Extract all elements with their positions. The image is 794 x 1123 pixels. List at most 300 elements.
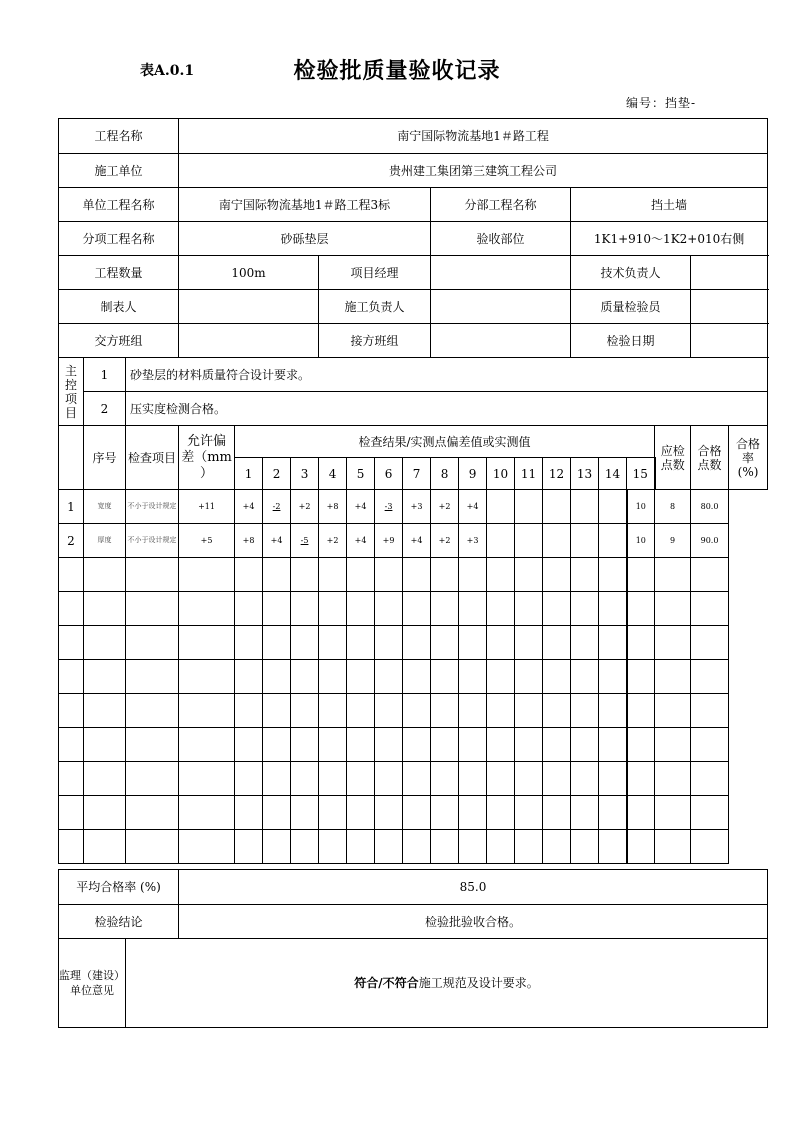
measured-value bbox=[263, 660, 291, 694]
main-item-text: 压实度检测合格。 bbox=[126, 392, 768, 426]
measured-value: +8 bbox=[235, 524, 263, 558]
measured-value bbox=[487, 592, 515, 626]
measured-value bbox=[403, 830, 431, 864]
measured-value: +4 bbox=[403, 524, 431, 558]
measured-value bbox=[515, 830, 543, 864]
measured-value bbox=[571, 728, 599, 762]
measured-value bbox=[599, 728, 627, 762]
measured-value bbox=[431, 660, 459, 694]
measured-value bbox=[571, 796, 599, 830]
avg-rate-value: 85.0 bbox=[179, 870, 768, 905]
row-tolerance bbox=[126, 830, 179, 864]
col-header: 6 bbox=[375, 458, 403, 490]
measured-value bbox=[571, 558, 599, 592]
table-row bbox=[59, 796, 768, 830]
measured-value bbox=[179, 592, 235, 626]
row-item bbox=[84, 762, 126, 796]
col-header: 15 bbox=[627, 458, 655, 490]
measured-value bbox=[571, 626, 599, 660]
pass-rate: 90.0 bbox=[691, 524, 729, 558]
pass-rate bbox=[691, 830, 729, 864]
pass-count bbox=[655, 660, 691, 694]
measured-value bbox=[515, 626, 543, 660]
measured-value bbox=[571, 490, 599, 524]
measured-value bbox=[487, 694, 515, 728]
measured-value bbox=[403, 694, 431, 728]
general-items-label bbox=[59, 426, 84, 490]
should-check-count bbox=[627, 660, 655, 694]
table-row bbox=[59, 694, 768, 728]
measured-value bbox=[515, 592, 543, 626]
row-no bbox=[59, 796, 84, 830]
row-tolerance bbox=[126, 592, 179, 626]
should-check-count bbox=[627, 796, 655, 830]
measured-value bbox=[543, 558, 571, 592]
measured-value bbox=[179, 762, 235, 796]
pass-rate bbox=[691, 762, 729, 796]
takeover bbox=[431, 324, 571, 358]
should-check-count: 10 bbox=[627, 490, 655, 524]
tech-lead bbox=[691, 256, 768, 290]
division-label: 分部工程名称 bbox=[431, 188, 571, 222]
conclusion-label: 检验结论 bbox=[59, 905, 179, 939]
measured-value: +4 bbox=[459, 490, 487, 524]
pass-count bbox=[655, 558, 691, 592]
measured-value bbox=[403, 796, 431, 830]
row-no bbox=[59, 592, 84, 626]
measured-value bbox=[599, 524, 627, 558]
measured-value bbox=[263, 796, 291, 830]
table-row bbox=[59, 490, 768, 524]
header-pass-count: 合格 点数 bbox=[691, 426, 729, 490]
pass-count bbox=[655, 728, 691, 762]
col-header: 8 bbox=[431, 458, 459, 490]
measured-value bbox=[571, 694, 599, 728]
measured-value bbox=[459, 660, 487, 694]
measured-value bbox=[375, 728, 403, 762]
col-header: 11 bbox=[515, 458, 543, 490]
row-no bbox=[59, 660, 84, 694]
measured-value bbox=[319, 660, 347, 694]
date-label: 检验日期 bbox=[571, 324, 691, 358]
measured-value bbox=[263, 728, 291, 762]
measured-value: +2 bbox=[431, 490, 459, 524]
measured-value bbox=[347, 592, 375, 626]
header-should-check: 应检 点数 bbox=[655, 426, 691, 490]
row-item: 厚度 bbox=[84, 524, 126, 558]
measured-value: +2 bbox=[431, 524, 459, 558]
measured-value bbox=[263, 592, 291, 626]
header-item: 检查项目 bbox=[126, 426, 179, 490]
row-tolerance bbox=[126, 694, 179, 728]
pass-rate bbox=[691, 694, 729, 728]
measured-value: +3 bbox=[403, 490, 431, 524]
col-header: 1 bbox=[235, 458, 263, 490]
measured-value bbox=[375, 660, 403, 694]
measured-value bbox=[291, 694, 319, 728]
measured-value bbox=[459, 694, 487, 728]
measured-value: +2 bbox=[291, 490, 319, 524]
row-item bbox=[84, 728, 126, 762]
pass-count: 8 bbox=[655, 490, 691, 524]
measured-value bbox=[403, 660, 431, 694]
measured-value bbox=[319, 694, 347, 728]
pass-rate bbox=[691, 626, 729, 660]
project-name: 南宁国际物流基地1＃路工程 bbox=[179, 119, 768, 154]
pass-rate bbox=[691, 728, 729, 762]
site-lead-label: 施工负责人 bbox=[319, 290, 431, 324]
row-item bbox=[84, 830, 126, 864]
row-no bbox=[59, 830, 84, 864]
row-tolerance bbox=[126, 660, 179, 694]
measured-value bbox=[515, 728, 543, 762]
measured-value bbox=[403, 626, 431, 660]
measured-value bbox=[319, 762, 347, 796]
measured-value: +8 bbox=[319, 490, 347, 524]
preparer-label: 制表人 bbox=[59, 290, 179, 324]
row-tolerance bbox=[126, 558, 179, 592]
measured-value bbox=[431, 728, 459, 762]
header-no: 序号 bbox=[84, 426, 126, 490]
measured-value bbox=[375, 694, 403, 728]
measured-value bbox=[515, 490, 543, 524]
opinion-text: 施工规范及设计要求。 bbox=[418, 976, 539, 990]
table-row bbox=[59, 762, 768, 796]
pass-count bbox=[655, 796, 691, 830]
measured-value bbox=[319, 830, 347, 864]
measured-value bbox=[375, 796, 403, 830]
measured-value: +4 bbox=[235, 490, 263, 524]
location: 1K1+910～1K2+010右侧 bbox=[571, 222, 768, 256]
row-no: 1 bbox=[59, 490, 84, 524]
pass-rate: 80.0 bbox=[691, 490, 729, 524]
supervisor-label: 监理（建设）单位意见 bbox=[59, 939, 126, 1028]
row-tolerance bbox=[126, 728, 179, 762]
should-check-count bbox=[627, 626, 655, 660]
measured-value bbox=[235, 796, 263, 830]
measured-value bbox=[515, 762, 543, 796]
measured-value bbox=[543, 796, 571, 830]
measured-value bbox=[235, 728, 263, 762]
row-item bbox=[84, 796, 126, 830]
tech-lead-label: 技术负责人 bbox=[571, 256, 691, 290]
measured-value bbox=[431, 762, 459, 796]
measured-value bbox=[487, 830, 515, 864]
division: 挡土墙 bbox=[571, 188, 768, 222]
pass-count bbox=[655, 592, 691, 626]
measured-value bbox=[319, 796, 347, 830]
should-check-count bbox=[627, 762, 655, 796]
col-header: 13 bbox=[571, 458, 599, 490]
measured-value bbox=[599, 694, 627, 728]
measured-value: +5 bbox=[179, 524, 235, 558]
measured-value bbox=[375, 830, 403, 864]
measured-value bbox=[263, 558, 291, 592]
row-no bbox=[59, 728, 84, 762]
measured-value bbox=[235, 626, 263, 660]
measured-value bbox=[431, 694, 459, 728]
page-title: 检验批质量验收记录 bbox=[293, 58, 501, 84]
measured-value bbox=[179, 796, 235, 830]
col-header: 10 bbox=[487, 458, 515, 490]
should-check-count: 10 bbox=[627, 524, 655, 558]
measured-value bbox=[543, 694, 571, 728]
measured-value bbox=[347, 762, 375, 796]
header-results: 检查结果/实测点偏差值或实测值 bbox=[235, 426, 655, 458]
row-no bbox=[59, 558, 84, 592]
measured-value: +3 bbox=[459, 524, 487, 558]
row-no: 2 bbox=[59, 524, 84, 558]
measured-value bbox=[319, 558, 347, 592]
col-header: 2 bbox=[263, 458, 291, 490]
row-item: 宽度 bbox=[84, 490, 126, 524]
table-row bbox=[59, 524, 768, 558]
pass-rate bbox=[691, 558, 729, 592]
avg-rate-label: 平均合格率 (%) bbox=[59, 870, 179, 905]
measured-value bbox=[571, 830, 599, 864]
row-item bbox=[84, 660, 126, 694]
measured-value bbox=[291, 762, 319, 796]
measured-value bbox=[571, 762, 599, 796]
measured-value bbox=[291, 830, 319, 864]
table-row bbox=[59, 558, 768, 592]
measured-value bbox=[543, 524, 571, 558]
quantity: 100m bbox=[179, 256, 319, 290]
should-check-count bbox=[627, 694, 655, 728]
measured-value bbox=[179, 830, 235, 864]
site-lead bbox=[431, 290, 571, 324]
measured-value bbox=[263, 626, 291, 660]
measured-value bbox=[487, 728, 515, 762]
subitem: 砂砾垫层 bbox=[179, 222, 431, 256]
measured-value bbox=[347, 728, 375, 762]
measured-value bbox=[459, 762, 487, 796]
measured-value bbox=[487, 796, 515, 830]
quantity-label: 工程数量 bbox=[59, 256, 179, 290]
measured-value bbox=[291, 660, 319, 694]
measured-value bbox=[375, 558, 403, 592]
row-tolerance bbox=[126, 796, 179, 830]
measured-value bbox=[403, 762, 431, 796]
measured-value bbox=[263, 694, 291, 728]
measured-value bbox=[487, 660, 515, 694]
project-name-label: 工程名称 bbox=[59, 119, 179, 154]
measured-value bbox=[235, 762, 263, 796]
measured-value bbox=[179, 660, 235, 694]
measured-value bbox=[347, 796, 375, 830]
unit-project-label: 单位工程名称 bbox=[59, 188, 179, 222]
measured-value bbox=[179, 558, 235, 592]
measured-value bbox=[319, 728, 347, 762]
main-item-no: 1 bbox=[84, 358, 126, 392]
table-row bbox=[59, 830, 768, 864]
measured-value bbox=[235, 694, 263, 728]
takeover-label: 接方班组 bbox=[319, 324, 431, 358]
col-header: 12 bbox=[543, 458, 571, 490]
table-row bbox=[59, 592, 768, 626]
measured-value bbox=[543, 762, 571, 796]
measured-value bbox=[403, 558, 431, 592]
pm-label: 项目经理 bbox=[319, 256, 431, 290]
measured-value bbox=[571, 524, 599, 558]
measured-value bbox=[599, 660, 627, 694]
summary-table bbox=[58, 869, 768, 1028]
pm bbox=[431, 256, 571, 290]
measured-value bbox=[235, 660, 263, 694]
measured-value bbox=[291, 558, 319, 592]
measured-value bbox=[375, 762, 403, 796]
measured-value bbox=[571, 592, 599, 626]
table-row bbox=[59, 660, 768, 694]
measured-value bbox=[515, 660, 543, 694]
measured-value bbox=[459, 626, 487, 660]
measured-value bbox=[179, 694, 235, 728]
row-item bbox=[84, 694, 126, 728]
measured-value bbox=[459, 728, 487, 762]
measured-value bbox=[291, 626, 319, 660]
row-item bbox=[84, 558, 126, 592]
measured-value bbox=[319, 626, 347, 660]
measured-value bbox=[375, 626, 403, 660]
should-check-count bbox=[627, 592, 655, 626]
measured-value bbox=[431, 626, 459, 660]
measured-value bbox=[543, 660, 571, 694]
header-tolerance: 允许偏 差（mm ） bbox=[179, 426, 235, 490]
measured-value: +4 bbox=[263, 524, 291, 558]
col-header: 4 bbox=[319, 458, 347, 490]
measured-value bbox=[487, 524, 515, 558]
measured-value bbox=[459, 592, 487, 626]
measured-value bbox=[459, 796, 487, 830]
measured-value bbox=[543, 490, 571, 524]
measured-value bbox=[235, 592, 263, 626]
pass-count bbox=[655, 626, 691, 660]
measured-value bbox=[515, 796, 543, 830]
measured-value bbox=[291, 728, 319, 762]
row-tolerance: 不小于设计规定 bbox=[126, 490, 179, 524]
pass-count bbox=[655, 694, 691, 728]
row-tolerance: 不小于设计规定 bbox=[126, 524, 179, 558]
measured-value: +2 bbox=[319, 524, 347, 558]
measured-value bbox=[179, 728, 235, 762]
pass-rate bbox=[691, 660, 729, 694]
measured-value bbox=[431, 830, 459, 864]
measured-value: -2 bbox=[263, 490, 291, 524]
should-check-count bbox=[627, 728, 655, 762]
measured-value bbox=[375, 592, 403, 626]
measured-value bbox=[515, 524, 543, 558]
header-pass-rate: 合格 率 (%) bbox=[729, 426, 768, 490]
pass-count: 9 bbox=[655, 524, 691, 558]
measured-value bbox=[235, 830, 263, 864]
measured-value bbox=[263, 762, 291, 796]
measured-value bbox=[319, 592, 347, 626]
measured-value bbox=[291, 592, 319, 626]
should-check-count bbox=[627, 830, 655, 864]
measured-value bbox=[599, 558, 627, 592]
should-check-count bbox=[627, 558, 655, 592]
measured-value bbox=[515, 694, 543, 728]
measured-value bbox=[431, 592, 459, 626]
measured-value bbox=[487, 558, 515, 592]
date bbox=[691, 324, 768, 358]
measured-value bbox=[179, 626, 235, 660]
row-item bbox=[84, 592, 126, 626]
measured-value bbox=[543, 592, 571, 626]
col-header: 3 bbox=[291, 458, 319, 490]
measured-value bbox=[571, 660, 599, 694]
main-item-no: 2 bbox=[84, 392, 126, 426]
measured-value bbox=[263, 830, 291, 864]
measured-value bbox=[487, 762, 515, 796]
measured-value bbox=[487, 626, 515, 660]
unit-project: 南宁国际物流基地1＃路工程3标 bbox=[179, 188, 431, 222]
pass-rate bbox=[691, 796, 729, 830]
measured-value bbox=[347, 626, 375, 660]
row-tolerance bbox=[126, 626, 179, 660]
handover-label: 交方班组 bbox=[59, 324, 179, 358]
col-header: 7 bbox=[403, 458, 431, 490]
measured-value bbox=[515, 558, 543, 592]
measured-value bbox=[599, 626, 627, 660]
contractor-label: 施工单位 bbox=[59, 154, 179, 188]
measured-value bbox=[543, 830, 571, 864]
row-tolerance bbox=[126, 762, 179, 796]
conclusion: 检验批验收合格。 bbox=[179, 905, 768, 939]
measured-value bbox=[459, 830, 487, 864]
main-item-text: 砂垫层的材料质量符合设计要求。 bbox=[126, 358, 768, 392]
contractor: 贵州建工集团第三建筑工程公司 bbox=[179, 154, 768, 188]
measured-value bbox=[543, 626, 571, 660]
pass-count bbox=[655, 830, 691, 864]
measured-value bbox=[347, 694, 375, 728]
row-no bbox=[59, 626, 84, 660]
measured-value bbox=[235, 558, 263, 592]
measured-value bbox=[431, 796, 459, 830]
measured-value bbox=[291, 796, 319, 830]
measured-value bbox=[347, 660, 375, 694]
measured-value bbox=[403, 728, 431, 762]
measured-value bbox=[599, 592, 627, 626]
measured-value bbox=[599, 762, 627, 796]
measured-value bbox=[599, 490, 627, 524]
measured-value bbox=[487, 490, 515, 524]
row-no bbox=[59, 694, 84, 728]
opinion-choice: 符合/不符合 bbox=[354, 976, 419, 990]
measured-value bbox=[543, 728, 571, 762]
pass-rate bbox=[691, 592, 729, 626]
measured-value bbox=[431, 558, 459, 592]
measured-value: -5 bbox=[291, 524, 319, 558]
table-row bbox=[59, 728, 768, 762]
measured-value: +4 bbox=[347, 490, 375, 524]
row-item bbox=[84, 626, 126, 660]
col-header: 14 bbox=[599, 458, 627, 490]
qc-label: 质量检验员 bbox=[571, 290, 691, 324]
measured-value bbox=[403, 592, 431, 626]
measured-value bbox=[599, 796, 627, 830]
measured-value bbox=[347, 558, 375, 592]
supervisor-opinion bbox=[126, 939, 768, 1028]
measured-value bbox=[347, 830, 375, 864]
table-row bbox=[59, 626, 768, 660]
form-code: 表A.0.1 bbox=[140, 63, 195, 79]
handover bbox=[179, 324, 319, 358]
row-no bbox=[59, 762, 84, 796]
measured-value: +9 bbox=[375, 524, 403, 558]
location-label: 验收部位 bbox=[431, 222, 571, 256]
preparer bbox=[179, 290, 319, 324]
